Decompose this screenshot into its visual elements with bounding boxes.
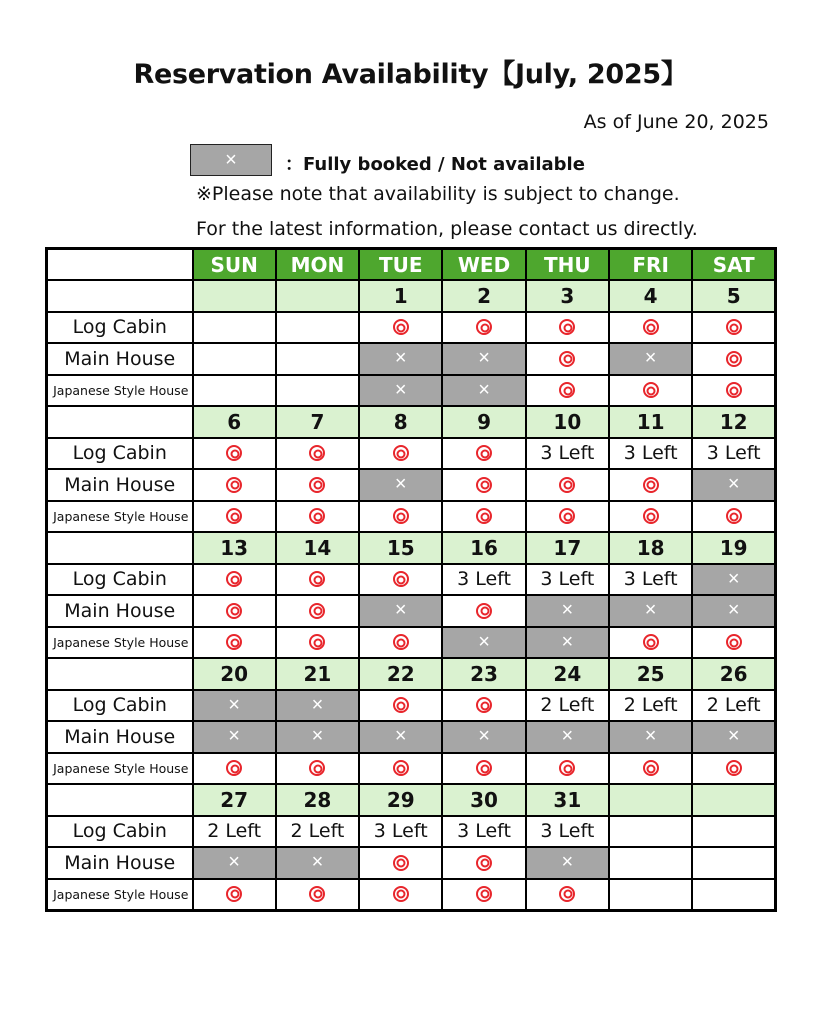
booked-cell: [442, 627, 525, 659]
available-double-circle-icon: [559, 508, 575, 524]
available-cell: [276, 469, 359, 501]
room-row: [47, 438, 776, 470]
room-type-label: Main House: [47, 721, 193, 753]
date-row: [47, 532, 776, 564]
available-double-circle-icon: [476, 477, 492, 493]
available-double-circle-icon: [309, 760, 325, 776]
empty-cell: [692, 816, 775, 848]
available-double-circle-icon: [476, 855, 492, 871]
booked-cell: [526, 595, 609, 627]
date-cell: 12: [692, 406, 775, 438]
remaining-count-cell: 3 Left: [442, 816, 525, 848]
available-cell: [609, 469, 692, 501]
room-row: [47, 627, 776, 659]
available-cell: [692, 375, 775, 407]
available-cell: [193, 627, 276, 659]
available-cell: [359, 753, 442, 785]
booked-cell: [193, 690, 276, 722]
room-row: [47, 690, 776, 722]
date-cell: 14: [276, 532, 359, 564]
room-row: [47, 469, 776, 501]
booked-cell: [526, 847, 609, 879]
date-cell: 15: [359, 532, 442, 564]
available-double-circle-icon: [476, 603, 492, 619]
remaining-count-cell: 3 Left: [692, 438, 775, 470]
available-double-circle-icon: [393, 319, 409, 335]
available-double-circle-icon: [726, 634, 742, 650]
booked-x-icon: ×: [394, 725, 407, 748]
empty-cell: [276, 375, 359, 407]
booked-x-icon: ×: [228, 693, 240, 716]
available-cell: [359, 564, 442, 596]
available-double-circle-icon: [476, 508, 492, 524]
room-row: [47, 753, 776, 785]
remaining-count-cell: 2 Left: [526, 690, 609, 722]
booked-cell: [526, 721, 609, 753]
available-cell: [442, 469, 525, 501]
empty-cell: [609, 816, 692, 848]
booked-cell: [692, 721, 775, 753]
weekday-header-row: [47, 249, 776, 281]
available-double-circle-icon: [643, 477, 659, 493]
remaining-count-cell: 3 Left: [609, 438, 692, 470]
empty-cell: [609, 847, 692, 879]
empty-cell: [609, 879, 692, 911]
available-double-circle-icon: [393, 571, 409, 587]
available-cell: [193, 469, 276, 501]
available-cell: [359, 847, 442, 879]
booked-cell: [692, 564, 775, 596]
booked-cell: [692, 595, 775, 627]
booked-x-icon: ×: [225, 148, 237, 171]
available-cell: [442, 847, 525, 879]
date-cell: 24: [526, 658, 609, 690]
room-row: [47, 375, 776, 407]
booked-x-icon: ×: [311, 725, 324, 748]
date-cell: 21: [276, 658, 359, 690]
remaining-count-cell: 3 Left: [526, 564, 609, 596]
availability-note: ※Please note that availability is subject to change.: [196, 183, 680, 205]
available-cell: [359, 690, 442, 722]
date-cell: [692, 784, 775, 816]
available-double-circle-icon: [393, 634, 409, 650]
date-row: [47, 406, 776, 438]
booked-x-icon: ×: [478, 347, 490, 370]
date-cell: 3: [526, 280, 609, 312]
available-double-circle-icon: [726, 351, 742, 367]
available-cell: [193, 501, 276, 533]
available-double-circle-icon: [643, 634, 659, 650]
booked-cell: [442, 721, 525, 753]
room-type-label: Log Cabin: [47, 312, 193, 344]
available-double-circle-icon: [643, 760, 659, 776]
booked-cell: [609, 721, 692, 753]
booked-x-icon: ×: [394, 473, 407, 496]
remaining-count-cell: 2 Left: [193, 816, 276, 848]
date-cell: 10: [526, 406, 609, 438]
date-cell: [193, 280, 276, 312]
booked-cell: [692, 469, 775, 501]
booked-cell: [276, 721, 359, 753]
available-double-circle-icon: [559, 382, 575, 398]
available-double-circle-icon: [309, 571, 325, 587]
booked-x-icon: ×: [228, 851, 240, 874]
date-row: [47, 658, 776, 690]
room-type-label: Main House: [47, 847, 193, 879]
room-type-label: Japanese Style House: [47, 501, 193, 533]
calendar-body: [47, 249, 776, 911]
weekday-mon: MON: [276, 249, 359, 281]
date-cell: 23: [442, 658, 525, 690]
booked-x-icon: ×: [644, 347, 657, 370]
date-cell: 13: [193, 532, 276, 564]
booked-x-icon: ×: [727, 473, 740, 496]
available-double-circle-icon: [726, 382, 742, 398]
legend-text: ：Fully booked / Not available: [285, 154, 585, 175]
available-double-circle-icon: [559, 477, 575, 493]
room-type-label: Log Cabin: [47, 564, 193, 596]
available-double-circle-icon: [393, 855, 409, 871]
booked-cell: [276, 690, 359, 722]
page-title: Reservation Availability【July, 2025】: [133, 59, 688, 90]
weekday-sat: SAT: [692, 249, 775, 281]
room-type-label: Main House: [47, 343, 193, 375]
available-cell: [193, 564, 276, 596]
booked-x-icon: ×: [394, 378, 407, 401]
available-cell: [276, 438, 359, 470]
available-cell: [276, 627, 359, 659]
booked-x-icon: ×: [311, 693, 324, 716]
room-row: [47, 816, 776, 848]
booked-cell: [276, 847, 359, 879]
room-type-label: Main House: [47, 595, 193, 627]
available-double-circle-icon: [393, 697, 409, 713]
booked-x-icon: ×: [644, 725, 657, 748]
remaining-count-cell: 2 Left: [276, 816, 359, 848]
available-double-circle-icon: [643, 319, 659, 335]
available-double-circle-icon: [476, 319, 492, 335]
date-cell: 28: [276, 784, 359, 816]
date-cell: 11: [609, 406, 692, 438]
room-type-label: Japanese Style House: [47, 879, 193, 911]
booked-x-icon: ×: [561, 851, 574, 874]
room-type-label: Japanese Style House: [47, 753, 193, 785]
available-double-circle-icon: [226, 634, 242, 650]
date-cell: 8: [359, 406, 442, 438]
empty-cell: [692, 847, 775, 879]
available-double-circle-icon: [226, 477, 242, 493]
booked-x-icon: ×: [478, 630, 490, 653]
booked-x-icon: ×: [561, 630, 574, 653]
available-cell: [442, 595, 525, 627]
booked-cell: [359, 595, 442, 627]
available-double-circle-icon: [476, 445, 492, 461]
available-double-circle-icon: [393, 445, 409, 461]
empty-cell: [276, 312, 359, 344]
booked-cell: [609, 595, 692, 627]
booked-cell: [442, 343, 525, 375]
available-cell: [526, 312, 609, 344]
date-row-label: [47, 658, 193, 690]
booked-x-icon: ×: [644, 599, 657, 622]
available-cell: [193, 879, 276, 911]
date-cell: 5: [692, 280, 775, 312]
available-cell: [526, 469, 609, 501]
available-double-circle-icon: [476, 886, 492, 902]
available-double-circle-icon: [559, 351, 575, 367]
available-cell: [359, 501, 442, 533]
available-double-circle-icon: [393, 760, 409, 776]
date-cell: 19: [692, 532, 775, 564]
available-cell: [692, 753, 775, 785]
available-cell: [609, 375, 692, 407]
available-cell: [526, 375, 609, 407]
available-cell: [442, 501, 525, 533]
available-double-circle-icon: [393, 886, 409, 902]
available-cell: [276, 501, 359, 533]
available-double-circle-icon: [226, 571, 242, 587]
available-cell: [526, 753, 609, 785]
date-cell: 7: [276, 406, 359, 438]
weekday-thu: THU: [526, 249, 609, 281]
available-cell: [442, 312, 525, 344]
date-row: [47, 280, 776, 312]
date-cell: 20: [193, 658, 276, 690]
available-double-circle-icon: [226, 760, 242, 776]
booked-x-icon: ×: [228, 725, 240, 748]
remaining-count-cell: 2 Left: [609, 690, 692, 722]
available-cell: [692, 501, 775, 533]
empty-cell: [193, 343, 276, 375]
available-cell: [359, 438, 442, 470]
weekday-fri: FRI: [609, 249, 692, 281]
date-cell: 31: [526, 784, 609, 816]
available-cell: [692, 343, 775, 375]
available-double-circle-icon: [643, 508, 659, 524]
available-cell: [359, 312, 442, 344]
date-cell: 29: [359, 784, 442, 816]
date-cell: 22: [359, 658, 442, 690]
room-row: [47, 312, 776, 344]
available-cell: [526, 501, 609, 533]
date-cell: 2: [442, 280, 525, 312]
booked-x-icon: ×: [478, 725, 490, 748]
available-cell: [526, 343, 609, 375]
date-cell: 1: [359, 280, 442, 312]
available-double-circle-icon: [726, 319, 742, 335]
available-double-circle-icon: [226, 603, 242, 619]
available-double-circle-icon: [726, 508, 742, 524]
available-double-circle-icon: [309, 603, 325, 619]
available-cell: [359, 627, 442, 659]
room-row: [47, 879, 776, 911]
room-type-label: Japanese Style House: [47, 627, 193, 659]
date-row: [47, 784, 776, 816]
available-cell: [276, 753, 359, 785]
booked-cell: [442, 375, 525, 407]
empty-cell: [692, 879, 775, 911]
date-cell: 26: [692, 658, 775, 690]
remaining-count-cell: 3 Left: [526, 816, 609, 848]
date-cell: [276, 280, 359, 312]
weekday-wed: WED: [442, 249, 525, 281]
available-double-circle-icon: [309, 477, 325, 493]
available-double-circle-icon: [309, 886, 325, 902]
room-row: [47, 564, 776, 596]
room-row: [47, 721, 776, 753]
available-double-circle-icon: [726, 760, 742, 776]
room-type-label: Log Cabin: [47, 690, 193, 722]
available-double-circle-icon: [309, 445, 325, 461]
remaining-count-cell: 3 Left: [609, 564, 692, 596]
date-cell: 27: [193, 784, 276, 816]
available-cell: [193, 753, 276, 785]
date-cell: 4: [609, 280, 692, 312]
available-cell: [276, 564, 359, 596]
available-double-circle-icon: [559, 886, 575, 902]
date-row-label: [47, 406, 193, 438]
date-cell: 30: [442, 784, 525, 816]
booked-cell: [359, 375, 442, 407]
available-double-circle-icon: [226, 445, 242, 461]
weekday-tue: TUE: [359, 249, 442, 281]
date-cell: 25: [609, 658, 692, 690]
available-double-circle-icon: [476, 697, 492, 713]
remaining-count-cell: 2 Left: [692, 690, 775, 722]
contact-note: For the latest information, please contact us directly.: [196, 218, 698, 240]
date-cell: [609, 784, 692, 816]
room-row: [47, 595, 776, 627]
available-double-circle-icon: [226, 508, 242, 524]
available-cell: [442, 438, 525, 470]
empty-cell: [276, 343, 359, 375]
room-type-label: Japanese Style House: [47, 375, 193, 407]
available-cell: [359, 879, 442, 911]
available-cell: [442, 879, 525, 911]
available-cell: [692, 627, 775, 659]
date-cell: 16: [442, 532, 525, 564]
empty-cell: [193, 375, 276, 407]
header-corner: [47, 249, 193, 281]
available-double-circle-icon: [643, 382, 659, 398]
available-double-circle-icon: [476, 760, 492, 776]
date-cell: 9: [442, 406, 525, 438]
booked-x-icon: ×: [394, 347, 407, 370]
room-type-label: Log Cabin: [47, 438, 193, 470]
booked-x-icon: ×: [311, 851, 324, 874]
available-cell: [526, 879, 609, 911]
available-cell: [193, 595, 276, 627]
booked-x-icon: ×: [727, 725, 740, 748]
booked-cell: [359, 721, 442, 753]
available-cell: [442, 690, 525, 722]
date-cell: 18: [609, 532, 692, 564]
date-row-label: [47, 784, 193, 816]
available-cell: [692, 312, 775, 344]
available-double-circle-icon: [393, 508, 409, 524]
available-cell: [276, 595, 359, 627]
room-type-label: Main House: [47, 469, 193, 501]
available-double-circle-icon: [559, 760, 575, 776]
booked-x-icon: ×: [727, 567, 740, 590]
booked-x-icon: ×: [478, 378, 490, 401]
remaining-count-cell: 3 Left: [526, 438, 609, 470]
available-double-circle-icon: [309, 508, 325, 524]
available-cell: [609, 627, 692, 659]
date-row-label: [47, 280, 193, 312]
room-row: [47, 501, 776, 533]
available-double-circle-icon: [559, 319, 575, 335]
availability-calendar: [45, 247, 777, 912]
room-row: [47, 343, 776, 375]
remaining-count-cell: 3 Left: [359, 816, 442, 848]
available-double-circle-icon: [226, 886, 242, 902]
legend-booked-swatch: [190, 144, 272, 176]
booked-cell: [526, 627, 609, 659]
booked-cell: [359, 469, 442, 501]
booked-cell: [359, 343, 442, 375]
weekday-sun: SUN: [193, 249, 276, 281]
available-double-circle-icon: [309, 634, 325, 650]
booked-cell: [193, 721, 276, 753]
date-cell: 6: [193, 406, 276, 438]
remaining-count-cell: 3 Left: [442, 564, 525, 596]
booked-cell: [193, 847, 276, 879]
booked-x-icon: ×: [727, 599, 740, 622]
available-cell: [193, 438, 276, 470]
room-row: [47, 847, 776, 879]
date-cell: 17: [526, 532, 609, 564]
room-type-label: Log Cabin: [47, 816, 193, 848]
booked-x-icon: ×: [561, 599, 574, 622]
booked-x-icon: ×: [394, 599, 407, 622]
available-cell: [442, 753, 525, 785]
available-cell: [276, 879, 359, 911]
available-cell: [609, 312, 692, 344]
as-of-date: As of June 20, 2025: [583, 111, 769, 133]
available-cell: [609, 501, 692, 533]
booked-x-icon: ×: [561, 725, 574, 748]
empty-cell: [193, 312, 276, 344]
date-row-label: [47, 532, 193, 564]
booked-cell: [609, 343, 692, 375]
available-cell: [609, 753, 692, 785]
